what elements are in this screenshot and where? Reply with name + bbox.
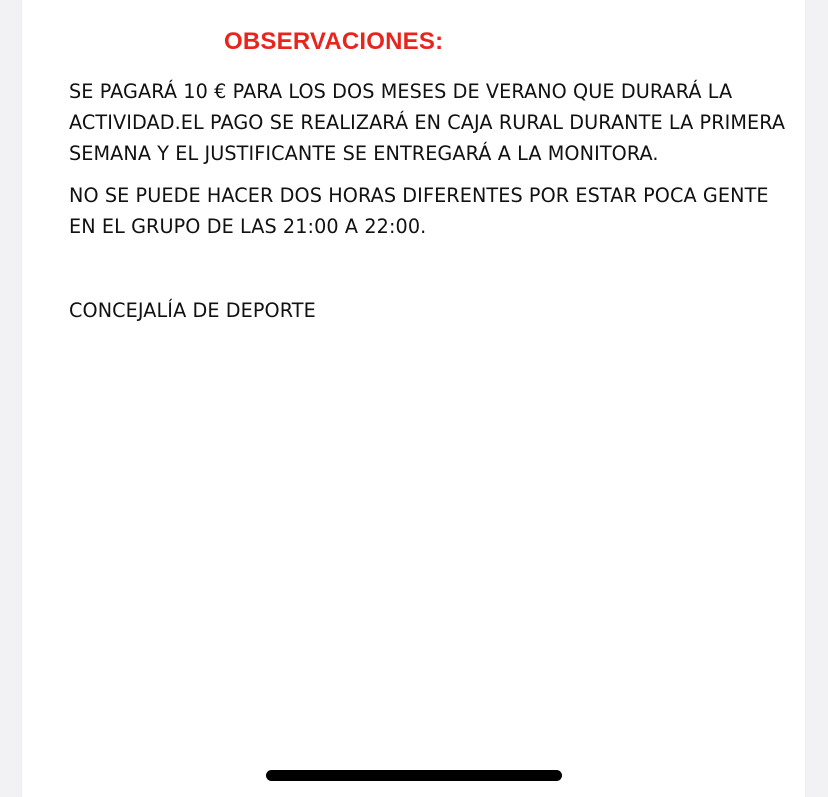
document-page (22, 0, 805, 797)
payment-paragraph: SE PAGARÁ 10 € PARA LOS DOS MESES DE VERANO QUE DURARÁ LA ACTIVIDAD.EL PAGO SE REALIZARÁ EN CAJA RURAL DURANTE LA PRIMERA SEMANA Y EL JUSTIFICANTE SE ENTREGARÁ A LA MONITORA. (69, 80, 786, 165)
signature-text: CONCEJALÍA DE DEPORTE (69, 299, 316, 322)
home-indicator-bar[interactable] (266, 770, 562, 781)
observations-heading: OBSERVACIONES: (224, 28, 444, 55)
schedule-paragraph: NO SE PUEDE HACER DOS HORAS DIFERENTES POR ESTAR POCA GENTE EN EL GRUPO DE LAS 21:00 A 22:00. (69, 184, 769, 238)
